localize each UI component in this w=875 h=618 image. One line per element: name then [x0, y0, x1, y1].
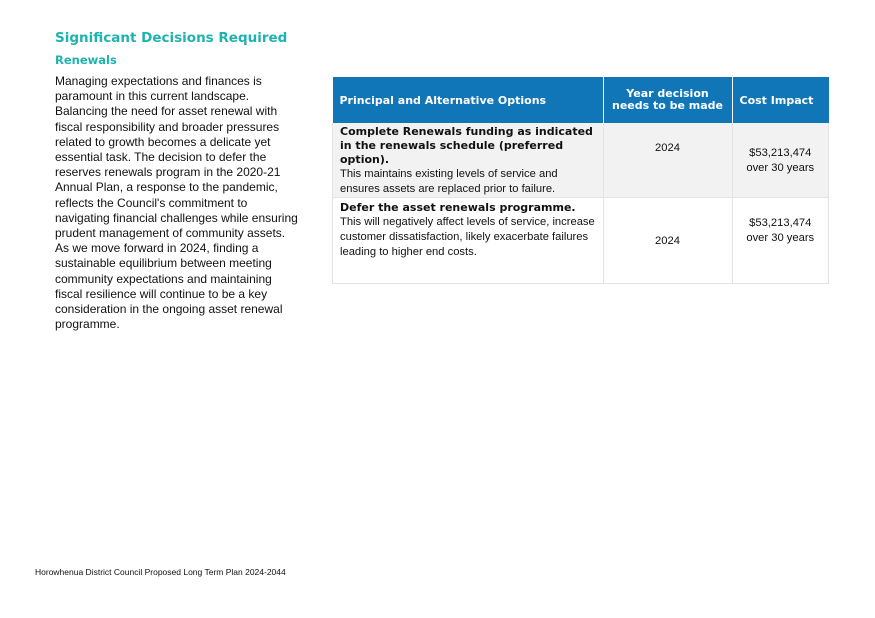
cost-cell	[732, 123, 829, 198]
option-title: Defer the asset renewals programme.	[340, 201, 576, 214]
page-title: Significant Decisions Required	[55, 30, 288, 46]
option-cell	[333, 198, 604, 284]
section-subtitle: Renewals	[55, 53, 117, 67]
table-row	[333, 123, 829, 198]
option-title: Complete Renewals funding as indicated in the renewals schedule (preferred option).	[340, 125, 593, 166]
cost-cell	[732, 198, 829, 284]
cost-impact: $53,213,474 over 30 years	[746, 217, 815, 244]
table-header-row	[333, 77, 829, 123]
page-footer: Horowhenua District Council Proposed Long Term Plan 2024-2044	[35, 567, 286, 577]
decision-year: 2024	[655, 142, 680, 154]
header-options: Principal and Alternative Options	[333, 77, 604, 123]
year-cell	[603, 123, 732, 198]
option-description: This maintains existing levels of service and ensures assets are replaced prior to failure.	[340, 168, 558, 195]
option-description: This will negatively affect levels of service, increase customer dissatisfaction, likely exacerbate failures leading to higher end costs.	[340, 216, 595, 258]
options-table	[332, 77, 829, 284]
decision-year: 2024	[655, 235, 680, 247]
option-cell	[333, 123, 604, 198]
intro-paragraph: Managing expectations and finances is paramount in this current landscape. Balancing the need for asset renewal with fiscal responsibility and broader pressures related to growth becomes a delicate yet essential task. The decision to defer the reserves renewals program in the 2020-21 Annual Plan, a response to the pandemic, reflects the Council's commitment to navigating financial challenges while ensuring prudent management of community assets. As we move forward in 2024, finding a sustainable equilibrium between meeting community expectations and maintaining fiscal resilience will continue to be a key consideration in the ongoing asset renewal programme.	[55, 74, 298, 332]
cost-impact: $53,213,474 over 30 years	[746, 147, 815, 174]
header-year: Year decision needs to be made	[603, 77, 732, 123]
table-row	[333, 198, 829, 284]
header-cost: Cost Impact	[732, 77, 829, 123]
year-cell	[603, 198, 732, 284]
